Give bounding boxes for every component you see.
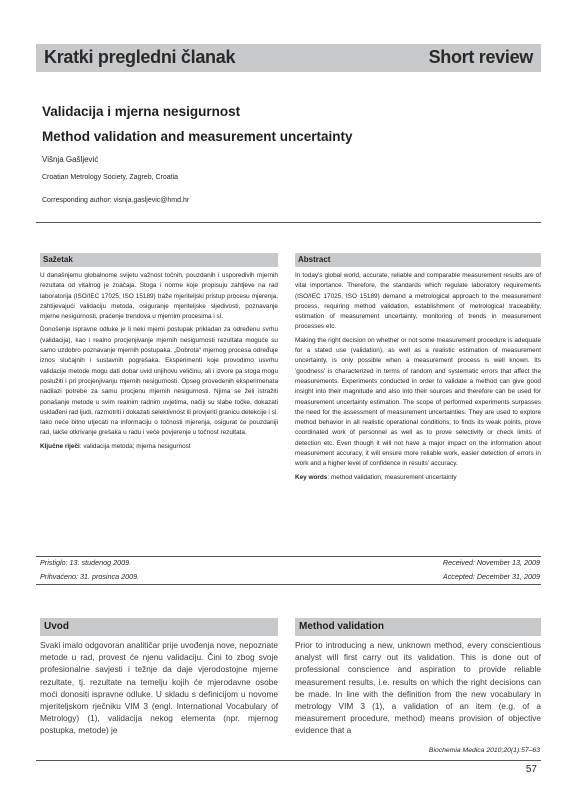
- received-date-hr: Pristiglo: 13. studenog 2009.: [40, 558, 132, 567]
- sazetak-body: [40, 271, 278, 452]
- keywords-label-hr: Ključne riječi: [40, 442, 80, 450]
- sazetak-paragraph-1: U današnjemu globalnome svijetu važnost točnih, pouzdanih i usporedivih mjernih rezultata od vitalnog je značaja. Stoga i norme koje propisuju zahtjeve na rad laboratorija (ISO/IEC 17025, ISO 15189) traže mjeriteljski pristup procesu mjerenja, zahtijevajući validaciju metoda, osiguranje mjeriteljske sljedivosti, poznavanje mjerne nesigurnosti, praćenje trendova u mjernim procesima i sl.: [40, 272, 278, 321]
- divider: [36, 222, 541, 223]
- uvod-section: [40, 618, 278, 737]
- received-date-en: Received: November 13, 2009: [442, 558, 540, 567]
- method-validation-section: [295, 618, 541, 737]
- page-number: 57: [525, 764, 537, 775]
- abstract-paragraph-2: Making the right decision on whether or not some measurement procedure is adequate for a stated use (validation), as well as a realistic estimation of measurement uncertainty, is only possible when a measurement process is well known. Its 'goodness' is characterized in terms of random and systematic errors that affect the measurements. Experiments conducted in order to validate a method can give good insight into their magnitude and also into their sources and therefore can be used for measurement uncertainty estimation. The scope of performed experiments surpasses the need for the assessment of measurement uncertainties. They are used to explore method behavior in all realistic operational conditions, to finds its weak points, prove coordinated work of personnel as well as to prove selectivity or check limits of detection etc. Even though it will not have a major impact on the information about measurement accuracy, it will ensure more reliable work, easier detection of errors in work and a higher level of confidence in results' accuracy.: [295, 336, 541, 468]
- keywords-label-en: Key words: [295, 473, 328, 481]
- article-type-hr: Kratki pregledni članak: [44, 47, 236, 67]
- abstract-heading: Abstract: [295, 253, 541, 267]
- sazetak-paragraph-2: Donošenje ispravne odluke je li neki mjerni postupak prikladan za određenu svrhu (validacija), kao i realno procjenjivanje mjernih nesigurnosti rezultata moguće su samo uzdobro poznavanje mjernih postupaka. „Dobrota“ mjernog procesa određuje iznos slučajnih i sustavnih pogrešaka. Eksperimenti koje provodimo usvrhu validacije metode mogu dati dobar uvid unjihovu veličinu, ali i izvore pa stoga mogu poslužiti i pri procjenjivanju mjernih nesigurnosti. Opseg provedenih eksperimenata nadilazi potrebe za samu procjenu mjernih nesigurnosti. Njima se želi istražiti ponašanje metode u svim realnim radnim uvjetima, načiji su slabe točke, dokazati usklađeni rad ljudi, razmotriti i dokazati selektivnost ili provjeriti granicu detekcije i sl. Iako neće bitno utjecati na informaciju o točnosti mjerenja, osigurat će pouzdaniji rad, lakše otkrivanje grešaka u radu i veće povjerenje u točnost rezultata.: [40, 326, 278, 437]
- sazetak-keywords: [40, 442, 278, 452]
- accepted-date-en: Accepted: December 31, 2009: [442, 572, 540, 581]
- article-type-en: Short review: [428, 47, 533, 67]
- keywords-text-en: : method validation; measurement uncertainty: [327, 473, 457, 481]
- divider: [36, 556, 541, 557]
- abstract-section: [295, 253, 541, 486]
- title-croatian: Validacija i mjerna nesigurnost: [42, 104, 241, 119]
- article-type-banner: [36, 44, 541, 72]
- author-name: Višnja Gašljević: [42, 155, 99, 164]
- sazetak-heading: Sažetak: [40, 253, 278, 267]
- divider: [36, 584, 541, 585]
- divider: [36, 760, 541, 761]
- uvod-heading: Uvod: [40, 618, 278, 636]
- accepted-date-hr: Prihvaćeno: 31. prosinca 2009.: [40, 572, 140, 581]
- abstract-body: [295, 271, 541, 483]
- method-validation-text: Prior to introducing a new, unknown method, every conscientious analyst will first carry out its validation. This is done out of professional conscience and aspiration to provide reliable measurement results, i.e. results on which the right decisions can be made. In line with the definition from the new vocabulary in metrology VIM 3 (1), a validation of an item (e.g. of a measurement procedure, method) means provision of objective evidence that a: [295, 640, 541, 736]
- sazetak-section: [40, 253, 278, 455]
- keywords-text-hr: : validacija metoda; mjerna nesigurnost: [79, 442, 191, 450]
- uvod-text: Svaki imalo odgovoran analitičar prije uvođenja nove, nepoznate metode u rad, provest će njenu validaciju. Čini to zbog svoje profesionalne savjesti i težnje da daje vjerodostojne mjerne rezultate, tj. rezultate na temelju kojih će mjerodavne osobe moći donositi ispravne odluke. U skladu s definicijom u novome mjeriteljskom rječniku VIM 3 (engl. International Vocabulary of Metrology) (1), validacija nekog elementa (npr. mjernog postupka, metode) je: [40, 640, 278, 736]
- abstract-keywords: [295, 473, 541, 483]
- author-affiliation: Croatian Metrology Society, Zagreb, Croatia: [42, 174, 179, 181]
- abstract-paragraph-1: In today's global world, accurate, reliable and comparable measurement results are of vital importance. Therefore, the standards which regulate laboratory requirements (ISO/IEC 17025, ISO 15189) demand a metrological approach to the measurement process, requiring method validation, establishment of metrological traceability, estimation of measurement uncertainty, monitoring of trends in measurement processes etc.: [295, 272, 541, 331]
- journal-citation: Biochemia Medica 2010;20(1):57–63: [428, 747, 540, 754]
- title-english: Method validation and measurement uncertainty: [42, 129, 353, 144]
- corresponding-author: Corresponding author: visnja.gasljevic@hmd.hr: [42, 197, 190, 204]
- method-validation-heading: Method validation: [295, 618, 541, 636]
